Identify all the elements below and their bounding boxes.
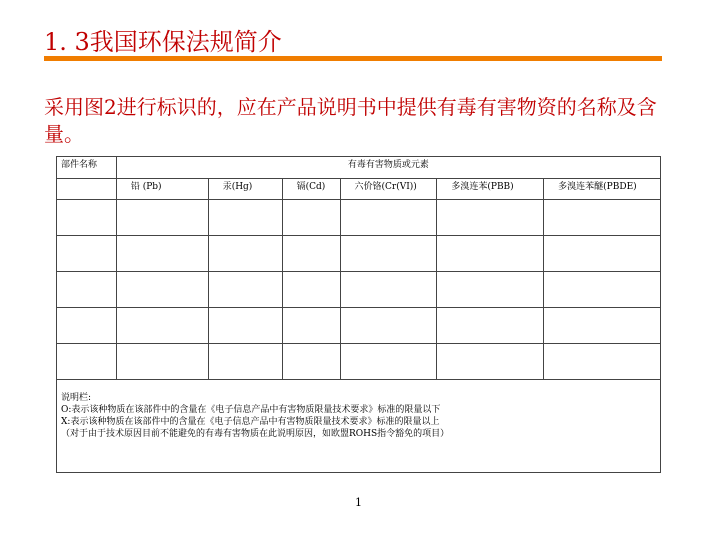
table-cell (544, 236, 661, 272)
table-cell (282, 344, 340, 380)
table-cell (57, 272, 117, 308)
substance-header-pb: 铅 (Pb) (116, 179, 208, 200)
table-cell (116, 236, 208, 272)
note-line-x: X:表示该种物质在该部件中的含量在《电子信息产品中有害物质限量技术要求》标准的限量以上 (61, 417, 440, 427)
title-underline-bar (44, 56, 662, 61)
table-cell (437, 344, 544, 380)
table-cell (544, 272, 661, 308)
note-line-o: O:表示该种物质在该部件中的含量在《电子信息产品中有害物质限量技术要求》标准的限量以下 (61, 405, 441, 415)
table-cell (116, 200, 208, 236)
substance-header-cd: 镉(Cd) (282, 179, 340, 200)
substance-header-cr6: 六价铬(Cr(VI)) (340, 179, 437, 200)
table-row (57, 344, 661, 380)
intro-text: 采用图2进行标识的，应在产品说明书中提供有毒有害物资的名称及含量。 (44, 95, 657, 146)
table-cell (57, 200, 117, 236)
substance-header-pbb: 多溴连苯(PBB) (437, 179, 544, 200)
substance-header-pbde: 多溴连苯醚(PBDE) (544, 179, 661, 200)
table-cell (437, 308, 544, 344)
page-number: 1 (355, 496, 362, 509)
table-row (57, 200, 661, 236)
table-cell (437, 272, 544, 308)
table-cell (340, 308, 437, 344)
table-cell (437, 200, 544, 236)
table-cell (116, 344, 208, 380)
table-cell (116, 308, 208, 344)
table-cell (208, 308, 282, 344)
table-cell (282, 200, 340, 236)
table-cell (544, 344, 661, 380)
part-name-header-spacer (57, 179, 117, 200)
table-cell (340, 344, 437, 380)
table-cell (208, 200, 282, 236)
table-cell (437, 236, 544, 272)
table-cell (208, 236, 282, 272)
table-cell (208, 344, 282, 380)
table-cell (57, 344, 117, 380)
note-line-exemption: （对于由于技术原因目前不能避免的有毒有害物质在此说明原因，如欧盟ROHS指令豁免的项目） (61, 429, 450, 439)
table-cell (544, 200, 661, 236)
table-cell (282, 272, 340, 308)
substance-header-hg: 汞(Hg) (208, 179, 282, 200)
part-name-header: 部件名称 (57, 157, 117, 179)
table-row (57, 308, 661, 344)
table-cell (57, 308, 117, 344)
substance-group-header: 有毒有害物质或元素 (116, 157, 660, 179)
table-cell (282, 236, 340, 272)
table-cell (282, 308, 340, 344)
table-row (57, 272, 661, 308)
table-notes (57, 380, 661, 473)
table-cell (340, 236, 437, 272)
hazardous-substance-table (56, 156, 661, 473)
table-row (57, 236, 661, 272)
table-cell (340, 272, 437, 308)
table-cell (208, 272, 282, 308)
table-cell (544, 308, 661, 344)
table-cell (57, 236, 117, 272)
notes-heading: 说明栏: (61, 393, 92, 403)
slide-title: 1. 3我国环保法规简介 (44, 28, 282, 56)
table-cell (116, 272, 208, 308)
table-cell (340, 200, 437, 236)
